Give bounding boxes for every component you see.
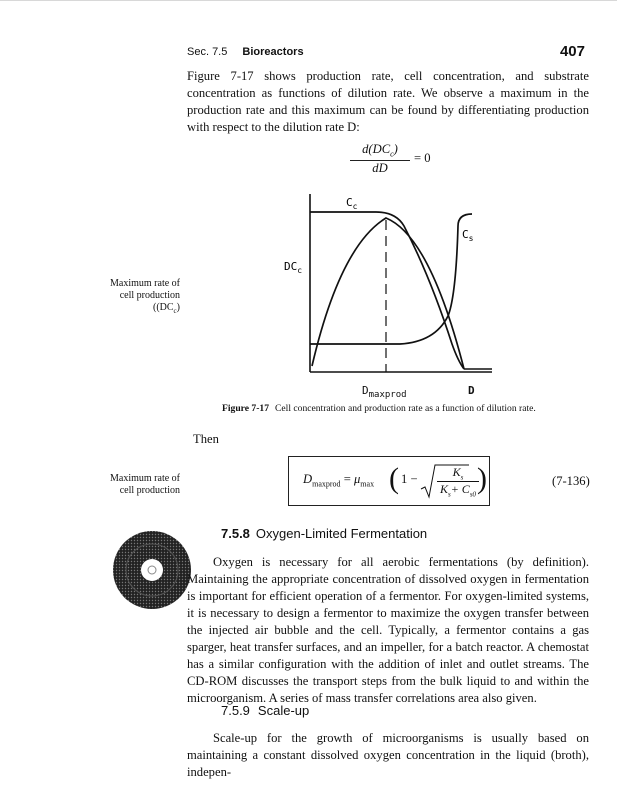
boxed-equation: $D_{maxprod} = \mu_{max}$ ( 1 − $K_s$ $K_s+ C_{s0}$ ) <box>288 456 490 506</box>
intro-paragraph: Figure 7-17 shows production rate, cell concentration, and substrate concentration as functions of dilution rate. We observe a maximum in the production rate and this maximum can be found by differentiating production with respect to the dilution rate D: <box>187 69 589 134</box>
derivative-rhs: = 0 <box>414 151 431 165</box>
cs-curve <box>310 214 472 344</box>
margin-note-1: Maximum rate of cell production ($(DC_c)$ <box>110 278 180 315</box>
header-section: Sec. 7.5 <box>187 46 228 58</box>
figure-7-17 <box>280 186 510 386</box>
running-header <box>187 46 304 58</box>
label-cs: $C_s$ <box>462 228 474 243</box>
derivative-equation: $d(DC_c)$ dD <box>350 142 410 176</box>
cd-rom-icon <box>112 530 192 610</box>
label-dcc: $DC_c$ <box>284 260 303 275</box>
cc-curve <box>310 212 464 369</box>
margin-note-2: Maximum rate of cell production <box>110 473 180 496</box>
x-label-d: D <box>468 384 475 397</box>
label-cc: $C_c$ <box>346 196 358 211</box>
then-text: Then <box>193 432 219 446</box>
heading-759: 7.5.9 Scale-up <box>221 703 310 718</box>
sqrt-fraction: $K_s$ $K_s+ C_{s0}$ <box>437 465 479 499</box>
equation-number: (7-136) <box>552 474 590 488</box>
header-title: Bioreactors <box>242 46 304 58</box>
page-number: 407 <box>559 43 585 60</box>
top-rule <box>0 0 617 1</box>
paragraph-758: Oxygen is necessary for all aerobic fermentations (by definition). Maintaining the appropriate concentration of dissolved oxygen in fermentation is important for efficient operation of a fermentor. For oxygen-limited systems, it is necessary to design a fermentor to maximize the oxygen transfer between the injected air bubble and the cell. Typically, a fermentor contains a gas sparger, heat transfer surfaces, and an impeller, for a batch reactor. A chemostat has a similar configuration with the addition of inlet and outlet streams. The CD-ROM discusses the transport steps from the bulk liquid to and within the microorganism. A series of mass transfer correlations area also given. <box>187 555 589 705</box>
figure-caption: Figure 7-17 Cell concentration and production rate as a function of dilution rate. <box>222 403 536 414</box>
dcc-curve <box>312 218 464 369</box>
x-label-dmaxprod: $D_{maxprod}$ <box>362 384 407 401</box>
heading-758: 7.5.8 Oxygen-Limited Fermentation <box>221 526 428 541</box>
paragraph-759: Scale-up for the growth of microorganisms is usually based on maintaining a constant dissolved oxygen concentration in the liquid (broth), indepen- <box>187 731 589 779</box>
